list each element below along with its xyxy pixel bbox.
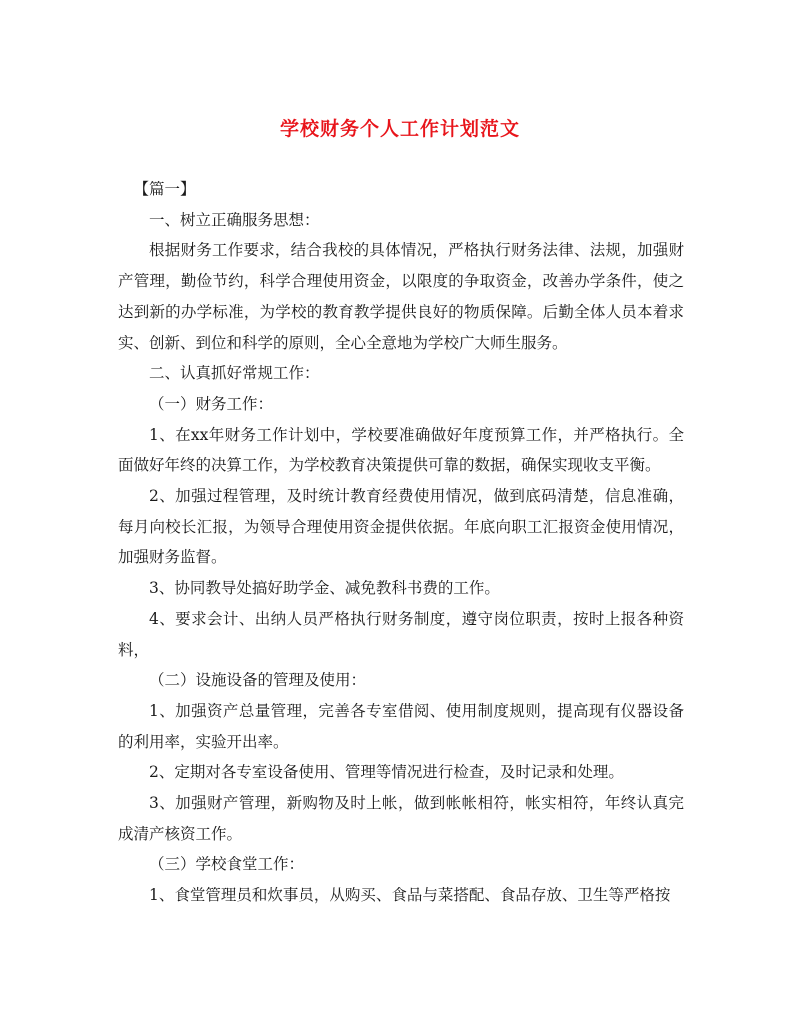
subheading-canteen: （三）学校食堂工作： — [149, 855, 305, 874]
subheading-facilities: （二）设施设备的管理及使用： — [149, 671, 367, 690]
document-body — [118, 174, 684, 911]
subheading-finance: （一）财务工作： — [149, 394, 274, 413]
heading-2: 二、认真抓好常规工作： — [149, 364, 320, 383]
paragraph: 4、要求会计、出纳人员严格执行财务制度，遵守岗位职责，按时上报各种资料， — [118, 609, 684, 659]
paragraph: 1、食堂管理员和炊事员，从购买、食品与菜搭配、食品存放、卫生等严格按 — [149, 886, 671, 905]
paragraph: 3、协同教导处搞好助学金、减免教科书费的工作。 — [149, 579, 500, 598]
section-label: 【篇一】 — [133, 180, 196, 198]
paragraph: 根据财务工作要求，结合我校的具体情况，严格执行财务法律、法规，加强财产管理，勤俭节约，科学合理使用资金，以限度的争取资金，改善办学条件，使之达到新的办学标准，为学校的教育教学提供良好的物质保障。后勤全体人员本着求实、创新、到位和科学的原则，全心全意地为学校广大师生服务。 — [118, 241, 684, 352]
heading-1: 一、树立正确服务思想： — [149, 210, 320, 229]
paragraph: 2、定期对各专室设备使用、管理等情况进行检查，及时记录和处理。 — [149, 763, 624, 782]
paragraph: 1、加强资产总量管理，完善各专室借阅、使用制度规则，提高现有仪器设备的利用率，实验开出率。 — [118, 701, 684, 751]
paragraph: 3、加强财产管理，新购物及时上帐，做到帐帐相符，帐实相符，年终认真完成清产核资工作。 — [118, 794, 684, 843]
paragraph: 1、在xx年财务工作计划中，学校要准确做好年度预算工作，并严格执行。全面做好年终的决算工作，为学校教育决策提供可靠的数据，确保实现收支平衡。 — [118, 425, 684, 475]
paragraph: 2、加强过程管理，及时统计教育经费使用情况，做到底码清楚，信息准确，每月向校长汇报，为领导合理使用资金提供依据。年底向职工汇报资金使用情况，加强财务监督。 — [118, 487, 684, 567]
document-title: 学校财务个人工作计划范文 — [279, 118, 520, 140]
